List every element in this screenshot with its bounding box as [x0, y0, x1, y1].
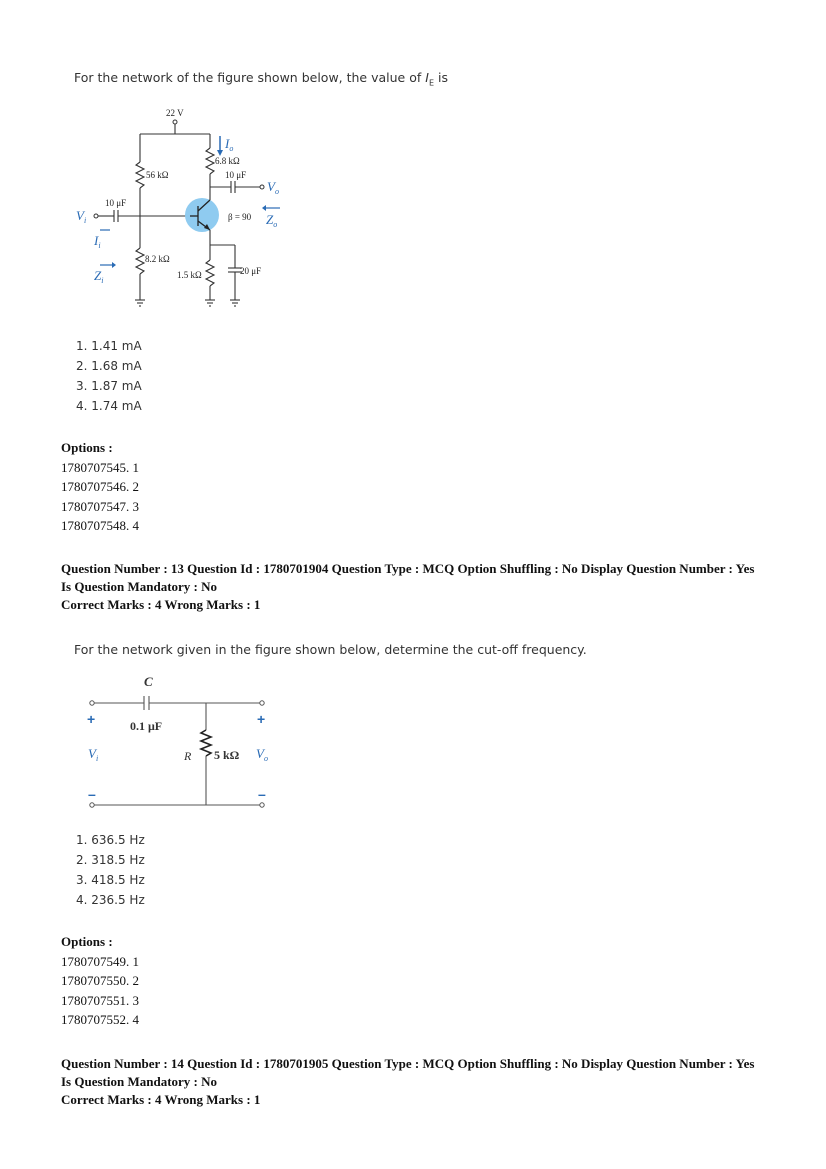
answer-item: 3. 1.87 mA — [76, 379, 142, 393]
svg-text:Io: $I_o$ — [225, 136, 234, 153]
option-id: 1780707546. 2 — [61, 479, 139, 494]
options-label: Options : — [61, 440, 113, 455]
svg-text:Vo: $V_o$ — [256, 746, 268, 763]
option-id: 1780707551. 3 — [61, 992, 139, 1008]
r-label: R — [184, 749, 192, 763]
q13-options — [61, 932, 139, 1030]
rc-label: 6.8 kΩ — [215, 156, 240, 166]
option-id: 1780707550. 2 — [61, 973, 139, 988]
vo-plus: + — [257, 711, 266, 727]
r2-label: 8.2 kΩ — [145, 254, 170, 264]
mandatory-line: Is Question Mandatory : No — [61, 1074, 218, 1089]
question-meta-line: Question Number : 13 Question Id : 1780701904 Question Type : MCQ Option Shuffling : No Display Question Number : Yes — [61, 561, 755, 576]
re-label: 1.5 kΩ — [177, 270, 202, 280]
r1-label: 56 kΩ — [146, 170, 169, 180]
option-id: 1780707545. 1 — [61, 459, 139, 475]
beta-label: β = 90 — [228, 212, 252, 222]
q12-options — [61, 438, 139, 536]
option-id: 1780707549. 1 — [61, 953, 139, 969]
answer-item: 1. 1.41 mA — [76, 339, 142, 353]
q13-meta — [61, 560, 801, 614]
question-meta-line: Question Number : 14 Question Id : 1780701905 Question Type : MCQ Option Shuffling : No Display Question Number : Yes — [61, 1056, 755, 1071]
supply-label: 22 V — [166, 108, 184, 118]
answer-item: 4. 1.74 mA — [76, 399, 142, 413]
q13-prompt: For the network given in the figure shown below, determine the cut-off frequency. — [74, 642, 587, 657]
answer-item: 4. 236.5 Hz — [76, 893, 145, 907]
c-label: C — [144, 674, 153, 689]
q14-meta — [61, 1055, 801, 1109]
r-value: 5 kΩ — [214, 748, 240, 762]
q12-prompt: For the network of the figure shown below, the value of $I_E$ is — [74, 70, 448, 88]
ce-label: 20 μF — [240, 266, 262, 276]
vo-minus: – — [258, 786, 266, 802]
q12-circuit-diagram — [70, 100, 300, 315]
svg-text:Zo: $Z_o$ — [266, 212, 278, 229]
option-id: 1780707548. 4 — [61, 518, 139, 533]
marks-line: Correct Marks : 4 Wrong Marks : 1 — [61, 597, 261, 612]
svg-text:Zi: $Z_i$ — [94, 268, 104, 285]
option-id: 1780707547. 3 — [61, 498, 139, 514]
q13-circuit-diagram — [80, 672, 280, 812]
answer-item: 1. 636.5 Hz — [76, 833, 145, 847]
answer-item: 2. 318.5 Hz — [76, 853, 145, 867]
cin-label: 10 μF — [105, 198, 127, 208]
vi-minus: – — [88, 786, 96, 802]
marks-line: Correct Marks : 4 Wrong Marks : 1 — [61, 1092, 261, 1107]
svg-text:Vi: $V_i$ — [76, 208, 87, 225]
svg-text:Vo: $V_o$ — [267, 179, 279, 196]
answer-item: 2. 1.68 mA — [76, 359, 142, 373]
cout-label: 10 μF — [225, 170, 247, 180]
option-id: 1780707552. 4 — [61, 1012, 139, 1027]
mandatory-line: Is Question Mandatory : No — [61, 579, 218, 594]
svg-text:Ii: $I_i$ — [94, 233, 101, 250]
q12-answer-list — [76, 336, 142, 416]
answer-item: 3. 418.5 Hz — [76, 873, 145, 887]
c-value: 0.1 μF — [130, 719, 163, 733]
vi-plus: + — [87, 711, 96, 727]
q13-answer-list — [76, 830, 145, 910]
options-label: Options : — [61, 934, 113, 949]
svg-text:Vi: $V_i$ — [88, 746, 99, 763]
